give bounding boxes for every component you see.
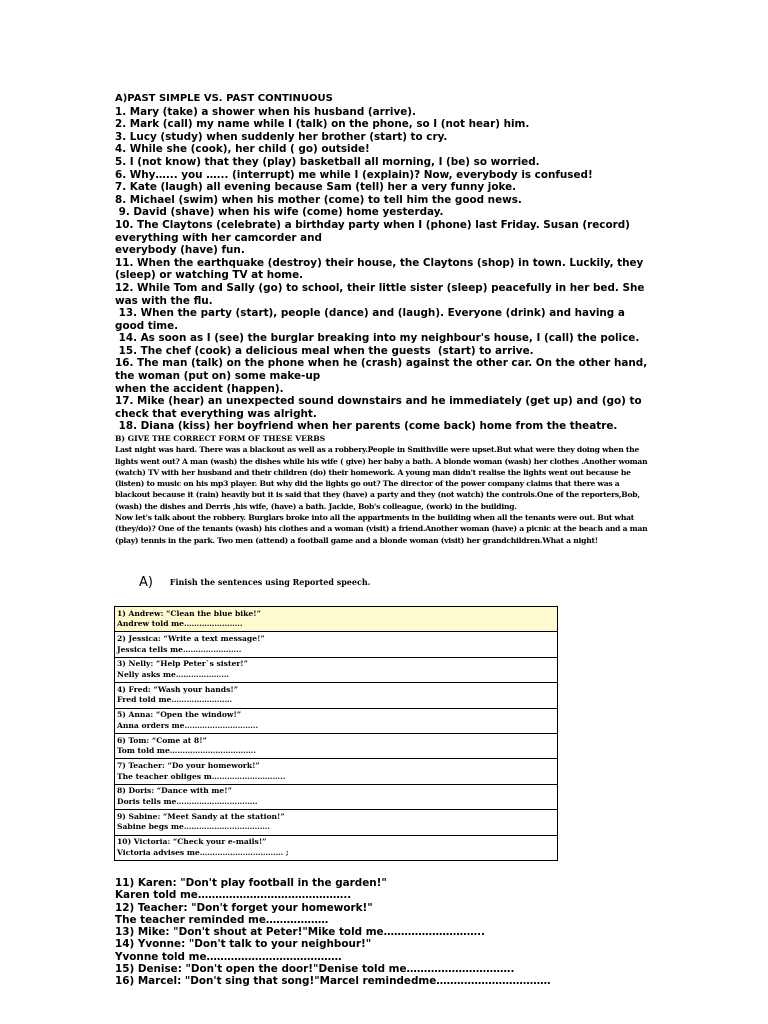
quote-text: 1) Andrew: “Clean the blue bike!” <box>117 608 261 618</box>
table-row <box>115 632 558 657</box>
exercise-item: 18. Diana (kiss) her boyfriend when her parents (come back) home from the theatre. <box>115 420 618 433</box>
table-row <box>115 683 558 708</box>
exercise-item: 13) Mike: "Don't shout at Peter!"Mike told me……………………….. <box>115 926 485 939</box>
paragraph-robbery: Now let's talk about the robbery. Burglars broke into all the appartments in the building when all the tenants were out. But what (they/do)? One of the tenants (wash) his clothes and a woman (visit) a friend.Another woman (have) a picnic at the beach and a man (play) tennis in the park. Two men (attend) a football game and a blonde woman (visit) her grandchildren.What a night! <box>115 513 648 545</box>
exercise-item: 16) Marcel: "Don't sing that song!"Marcel remindedme…………………………… <box>115 975 551 988</box>
quote-text: 3) Nelly: “Help Peter`s sister!” <box>117 659 249 669</box>
section-b-title: B) GIVE THE CORRECT FORM OF THESE VERBS <box>115 434 326 443</box>
answer-blank: Andrew told me………………….. <box>117 619 243 629</box>
exercise-item: 15) Denise: "Don't open the door!"Denise told me…………………………. <box>115 963 515 976</box>
quote-text: 7) Teacher: “Do your homework!” <box>117 761 260 771</box>
exercise-item: 12. While Tom and Sally (go) to school, their little sister (sleep) peacefully in her bed. She was with the flu. <box>115 281 645 307</box>
quote-text: 10) Victoria: “Check your e-mails!” <box>117 837 267 847</box>
exercise-item: 6. Why…... you …... (interrupt) me while I (explain)? Now, everybody is confused! <box>115 168 593 181</box>
table-row <box>115 759 558 784</box>
exercise-item: 14) Yvonne: "Don't talk to your neighbour!" <box>115 938 372 951</box>
table-row <box>115 708 558 733</box>
quote-text: 9) Sabine: “Meet Sandy at the station!” <box>117 811 285 821</box>
answer-blank: Jessica tells me………………….. <box>117 644 242 654</box>
answer-blank: Victoria advises me…………………………… ; <box>117 847 289 857</box>
answer-line: Karen told me…………………………………….. <box>115 889 352 902</box>
answer-line: The teacher reminded me……………… <box>115 913 329 926</box>
exercise-item: 12) Teacher: "Don't forget your homework!" <box>115 901 373 914</box>
answer-blank: Fred told me…………………… <box>117 695 233 705</box>
exercise-item: 13. When the party (start), people (dance) and (laugh). Everyone (drink) and having a good time. <box>115 307 629 332</box>
exercise-item: 1. Mary (take) a shower when his husband (arrive). <box>115 105 416 118</box>
exercise-item: 9. David (shave) when his wife (come) home yesterday. <box>115 206 444 219</box>
reported-speech-table <box>114 606 558 861</box>
answer-blank: Tom told me……………………………. <box>117 746 256 756</box>
answer-blank: Doris tells me………………………….. <box>117 796 258 806</box>
exercise-item: 16. The man (talk) on the phone when he (crash) against the other car. On the other hand, the woman (put on) some make-up <box>115 357 648 383</box>
exercise-item: 5. I (not know) that they (play) basketball all morning, I (be) so worried. <box>115 155 540 168</box>
table-row <box>115 657 558 682</box>
negative-commands-section <box>115 877 655 988</box>
exercise-item: 8. Michael (swim) when his mother (come) to tell him the good news. <box>115 193 522 206</box>
quote-text: 4) Fred: “Wash your hands!” <box>117 684 239 694</box>
exercise-item: 17. Mike (hear) an unexpected sound downstairs and he immediately (get up) and (go) to check that everything was alright. <box>115 395 642 420</box>
exercise-item: 11. When the earthquake (destroy) their house, the Claytons (shop) in town. Luckily, they (sleep) or watching TV at home. <box>115 256 644 282</box>
quote-text: 5) Anna: “Open the window!” <box>117 710 242 720</box>
exercise-item: 14. As soon as I (see) the burglar breaking into my neighbour's house, I (call) the police. <box>115 332 640 345</box>
section-a-title: A)PAST SIMPLE VS. PAST CONTINUOUS <box>115 93 333 104</box>
answer-blank: The teacher obliges m……………………….. <box>117 771 286 781</box>
answer-blank: Sabine begs me……………………………. <box>117 822 271 832</box>
exercise-item: 15. The chef (cook) a delicious meal when the guests (start) to arrive. <box>115 344 534 357</box>
reported-speech-instruction: Finish the sentences using Reported speech. <box>169 577 371 587</box>
exercise-item: 3. Lucy (study) when suddenly her brother (start) to cry. <box>115 130 448 143</box>
paragraph-blackout: Last night was hard. There was a blackout as well as a robbery.People in Smithville were upset.But what were they doing when the lights went out? A man (wash) the dishes while his wife ( give) her baby a bath. A blonde woman (wash) her clothes .Another woman (watch) TV with her husband and their children (do) their homework. A young man didn't realise the lights went out because he (listen) to music on his mp3 player. But why did the lights go out? The director of the power company claims that there was a blackout because it (rain) heavily but it is said that they (have) a party and they (not watch) the controls.One of the reporters,Bob, (wash) the dishes and Derris ,his wife, (have) a bath. Jackie, Bob's colleague, (work) in the building. <box>115 445 648 511</box>
table-row <box>115 784 558 809</box>
table-row <box>115 607 558 632</box>
answer-line: Yvonne told me………………………………… <box>115 950 342 963</box>
table-row <box>115 835 558 860</box>
past-simple-vs-continuous-section <box>115 93 650 433</box>
section-letter: A) <box>139 575 153 590</box>
correct-form-section <box>115 433 655 546</box>
quote-text: 6) Tom: “Come at 8!” <box>117 735 207 745</box>
answer-blank: Anna orders me……………………….. <box>117 720 259 730</box>
exercise-item: 2. Mark (call) my name while I (talk) on the phone, so I (not hear) him. <box>115 118 530 131</box>
exercise-item: 11) Karen: "Don't play football in the garden!" <box>115 877 387 889</box>
exercise-item: 7. Kate (laugh) all evening because Sam (tell) her a very funny joke. <box>115 181 517 194</box>
reported-speech-heading <box>139 575 370 590</box>
answer-blank: Nelly asks me………………… <box>117 669 229 679</box>
table-row <box>115 733 558 758</box>
exercise-item: 4. While she (cook), her child ( go) outside! <box>115 143 370 156</box>
exercise-item-continued: everybody (have) fun. <box>115 244 245 257</box>
quote-text: 2) Jessica: “Write a text message!” <box>117 634 265 644</box>
quote-text: 8) Doris: “Dance with me!” <box>117 786 232 796</box>
exercise-item-continued: when the accident (happen). <box>115 382 284 395</box>
exercise-item: 10. The Claytons (celebrate) a birthday party when I (phone) last Friday. Susan (record) everything with her camcorder and <box>115 218 630 244</box>
table-row <box>115 810 558 835</box>
